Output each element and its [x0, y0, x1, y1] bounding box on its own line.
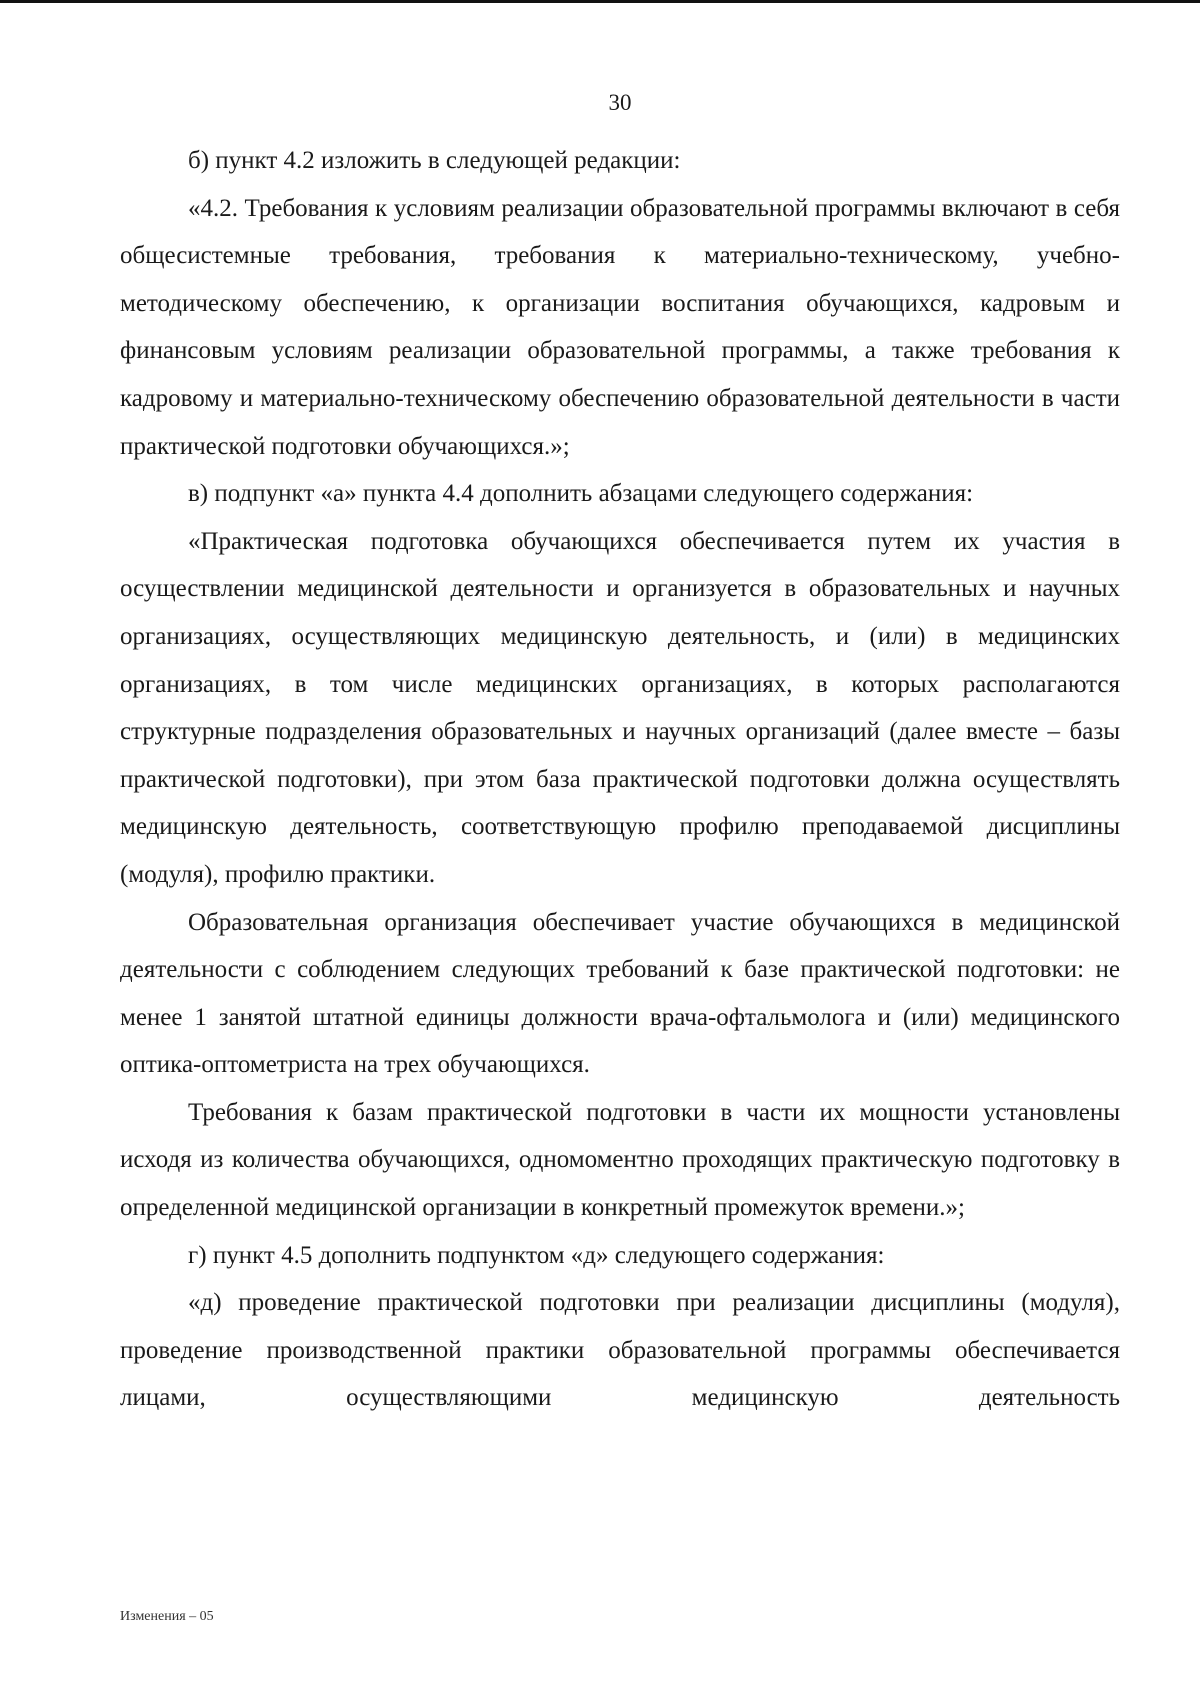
paragraph-practical-training: «Практическая подготовка обучающихся обеспечивается путем их участия в осуществлении медицинской деятельности и организуется в образовательных и научных организациях, осуществляющих медицинскую деятельность, и (или) в медицинских организациях, в том числе медицинских организациях, в которых располагаются структурные подразделения образовательных и научных организаций (далее вместе – базы практической подготовки), при этом база практической подготовки должна осуществлять медицинскую деятельность, соответствующую профилю преподаваемой дисциплины (модуля), профилю практики. [120, 527, 1120, 888]
paragraph-base-capacity: Требования к базам практической подготовки в части их мощности установлены исходя из количества обучающихся, одномоментно проходящих практическую подготовку в определенной медицинской организации в конкретный промежуток времени.»; [120, 1098, 1120, 1222]
paragraph-v-subitem-a-4-4: в) подпункт «а» пункта 4.4 дополнить абзацами следующего содержания: [188, 480, 974, 508]
page-number: 30 [608, 90, 632, 115]
scan-top-edge [0, 0, 1200, 3]
footer-revision-label: Изменения – 05 [120, 1609, 214, 1624]
document-body [120, 137, 1120, 1422]
paragraph-organization-requirements: Образовательная организация обеспечивает участие обучающихся в медицинской деятельности с соблюдением следующих требований к базе практической подготовки: не менее 1 занятой штатной единицы должности врача-офтальмолога и (или) медицинского оптика-оптометриста на трех обучающихся. [120, 908, 1120, 1079]
paragraph-g-item-4-5: г) пункт 4.5 дополнить подпунктом «д» следующего содержания: [188, 1241, 885, 1269]
paragraph-d-subitem: «д) проведение практической подготовки при реализации дисциплины (модуля), проведение производственной практики образовательной программы обеспечивается лицами, осуществляющими медицинскую деятельность [120, 1289, 1120, 1412]
paragraph-item-4-2-text: «4.2. Требования к условиям реализации образовательной программы включают в себя общесистемные требования, требования к материально-техническому, учебно-методическому обеспечению, к организации воспитания обучающихся, кадровым и финансовым условиям реализации образовательной программы, а также требования к кадровому и материально-техническому обеспечению образовательной деятельности в части практической подготовки обучающихся.»; [120, 194, 1120, 460]
paragraph-b-item-4-2: б) пункт 4.2 изложить в следующей редакции: [188, 147, 681, 174]
